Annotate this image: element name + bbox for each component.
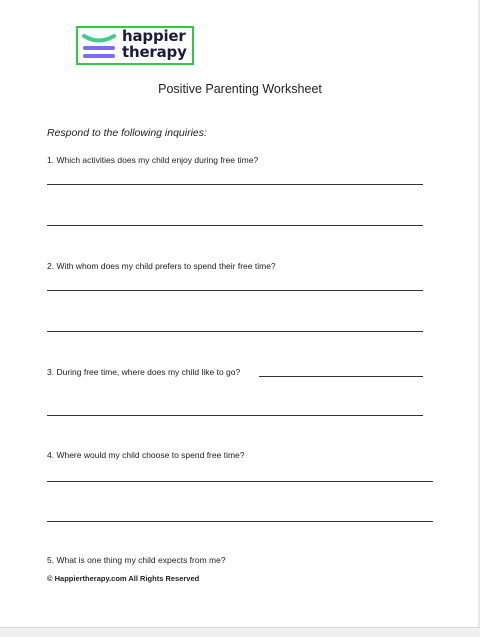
brand-line-1: happier: [122, 27, 186, 45]
brand-wordmark: [122, 28, 187, 60]
happier-therapy-logo-icon: [81, 31, 117, 61]
answer-line-4a[interactable]: [47, 481, 433, 482]
page-title: Positive Parenting Worksheet: [158, 82, 322, 96]
answer-line-3b[interactable]: [47, 415, 423, 416]
answer-line-2a[interactable]: [47, 290, 423, 291]
answer-line-4b[interactable]: [47, 521, 433, 522]
answer-line-3-inline[interactable]: [259, 376, 423, 377]
answer-line-1b[interactable]: [47, 225, 423, 226]
question-5: 5. What is one thing my child expects from me?: [47, 555, 226, 565]
question-2: 2. With whom does my child prefers to spend their free time?: [47, 261, 276, 271]
question-3: 3. During free time, where does my child like to go?: [47, 367, 241, 377]
answer-line-1a[interactable]: [47, 184, 423, 185]
brand-line-2: therapy: [122, 43, 187, 61]
answer-line-2b[interactable]: [47, 331, 423, 332]
instructions-text: Respond to the following inquiries:: [47, 127, 207, 139]
brand-logo: [76, 26, 194, 65]
viewer-bottom-bar: [0, 627, 480, 637]
question-1: 1. Which activities does my child enjoy during free time?: [47, 155, 259, 165]
question-4: 4. Where would my child choose to spend free time?: [47, 450, 245, 460]
copyright-footer: © Happiertherapy.com All Rights Reserved: [47, 574, 200, 583]
